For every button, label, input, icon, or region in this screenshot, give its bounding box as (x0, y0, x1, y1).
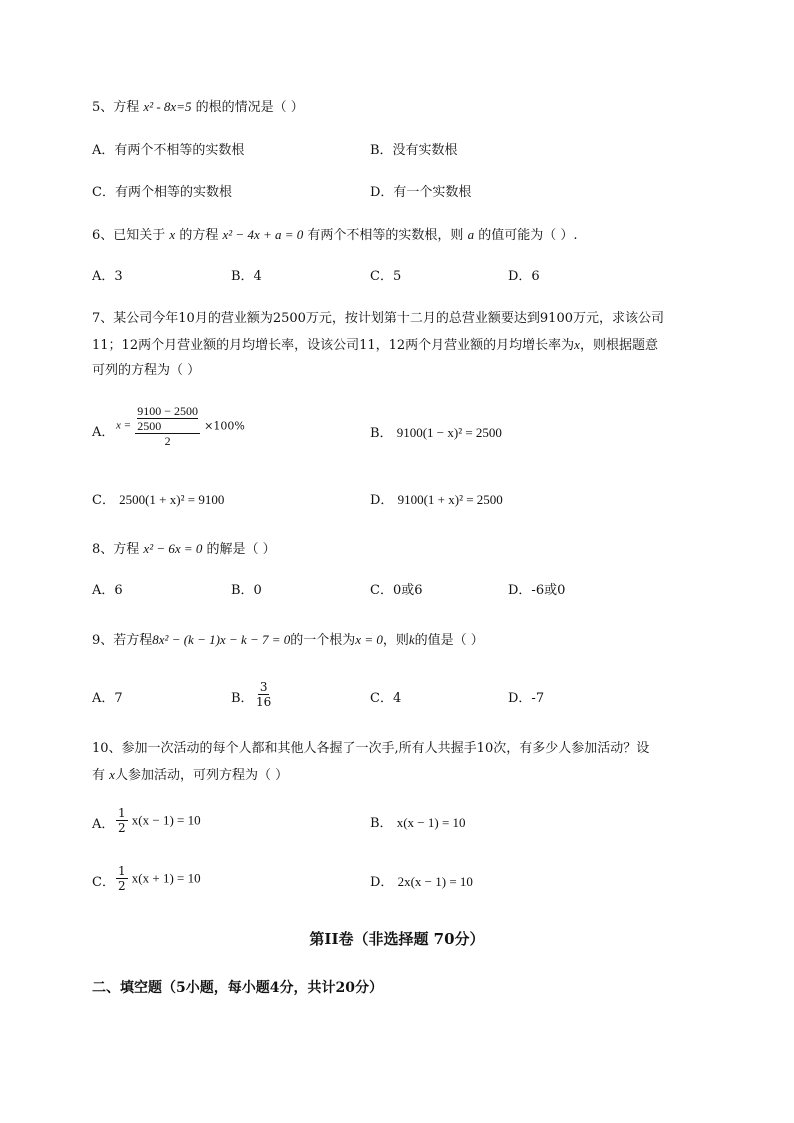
part2-section-heading: 二、填空题（5小题，每小题4分，共计20分） (92, 980, 383, 996)
q7-line2 (92, 336, 658, 355)
q5-option-b: B．没有实数根 (370, 143, 458, 158)
q10-option-a-tail: x(x − 1) = 10 (131, 812, 201, 828)
q7-option-a-tail: ×100% (204, 419, 245, 433)
q7-option-a-numerator (135, 404, 200, 434)
q9-root: x = 0 (355, 632, 383, 647)
q6-option-d: D．6 (508, 269, 540, 284)
q8-stem-suffix: 的解是（ ） (206, 542, 276, 557)
q6-stem-suffix: 的值可能为（ ）. (478, 228, 578, 243)
q8-stem-prefix: 8、方程 (92, 542, 140, 557)
q10-line2 (92, 766, 288, 785)
q9-option-a: A．7 (92, 691, 123, 706)
q6-var-x: x (169, 227, 176, 242)
q6-stem-mid2: 有两个不相等的实数根，则 (307, 228, 464, 243)
q10-option-a-label: A． (92, 817, 115, 832)
q9-option-b-num: 3 (259, 680, 268, 694)
q10-option-c-label: C． (92, 875, 115, 890)
q5-stem-prefix: 5、方程 (92, 100, 140, 115)
q5-option-d: D．有一个实数根 (370, 185, 472, 200)
q10-line2-prefix: 有 (92, 768, 106, 783)
q10-option-d-formula: 2x(x − 1) = 10 (397, 874, 473, 889)
q8-option-a: A．6 (92, 583, 123, 598)
q10-option-c-formula (116, 864, 201, 893)
q7-option-a-lhs: x = (116, 419, 132, 432)
q10-option-d (370, 873, 473, 892)
q9-var-k: k (408, 632, 415, 647)
q8-stem (92, 540, 276, 559)
q10-option-c-frac (116, 864, 128, 893)
q9-option-c: C．4 (370, 691, 402, 706)
q7-line1: 7、某公司今年10月的营业额为2500万元，按计划第十二月的总营业额要达到9100万元，求该公司 (92, 311, 664, 326)
q7-option-b (370, 424, 502, 443)
q10-var-x: x (109, 767, 115, 782)
q7-option-a-formula (116, 404, 245, 448)
q10-line1: 10、参加一次活动的每个人都和其他人各握了一次手,所有人共握手10次，有多少人参加活动？设 (92, 741, 650, 756)
q6-stem-mid1: 的方程 (179, 228, 219, 243)
q7-option-b-formula: 9100(1 − x)² = 2500 (396, 425, 502, 440)
q9-option-b-label: B． (231, 691, 254, 706)
q6-stem (92, 226, 577, 245)
q6-stem-prefix: 6、已知关于 (92, 228, 166, 243)
q10-option-c-den: 2 (118, 879, 126, 893)
q10-option-d-label: D． (370, 875, 394, 890)
q6-option-b: B．4 (231, 269, 262, 284)
q10-option-b-label: B． (370, 816, 393, 831)
q10-option-b (370, 814, 466, 833)
q10-option-c-tail: x(x + 1) = 10 (131, 870, 201, 886)
q10-line2-suffix: 人参加活动，可列方程为（ ） (114, 768, 289, 783)
q10-option-c-num: 1 (118, 864, 126, 878)
q10-option-a-frac (116, 806, 128, 835)
q5-option-a: A．有两个不相等的实数根 (92, 143, 245, 158)
q5-equation: x² - 8x=5 (143, 99, 192, 114)
q5-stem (92, 98, 304, 117)
q9-stem-mid2: ，则 (382, 633, 409, 648)
q10-option-a-formula (116, 806, 201, 835)
q9-option-b-den: 16 (256, 695, 272, 709)
q8-option-c: C．0或6 (370, 583, 423, 598)
q9-stem-prefix: 9、若方程 (92, 633, 153, 648)
q7-option-c-label: C． (92, 493, 115, 508)
part2-title: 第II卷（非选择题 70分） (309, 930, 485, 948)
q7-option-d (370, 491, 503, 510)
q9-stem (92, 631, 484, 650)
q7-var-x: x (574, 337, 580, 352)
q6-option-a: A．3 (92, 269, 123, 284)
q9-equation: 8x² − (k − 1)x − k − 7 = 0 (152, 632, 291, 647)
q7-option-d-formula: 9100(1 + x)² = 2500 (397, 492, 503, 507)
q8-option-b: B．0 (231, 583, 262, 598)
q9-option-d: D．-7 (508, 691, 545, 706)
q7-option-d-label: D． (370, 493, 394, 508)
q10-option-a-num: 1 (118, 806, 126, 820)
q6-var-a: a (467, 227, 475, 242)
q10-option-b-formula: x(x − 1) = 10 (396, 815, 466, 830)
q5-stem-suffix: 的根的情况是（ ） (195, 100, 304, 115)
q6-option-c: C．5 (370, 269, 402, 284)
q7-option-a-fraction (135, 404, 200, 448)
q8-equation: x² − 6x = 0 (143, 541, 203, 556)
q7-option-a-inner-den: 2500 (137, 418, 198, 433)
q7-line2-prefix: 11；12两个月营业额的月均增长率，设该公司11，12两个月营业额的月均增长率为 (92, 338, 575, 353)
q9-stem-mid: 的一个根为 (290, 633, 356, 648)
q7-option-c-formula: 2500(1 + x)² = 9100 (119, 492, 225, 507)
q7-option-a-top: 9100 − 2500 (137, 404, 198, 418)
q5-option-c: C．有两个相等的实数根 (92, 185, 232, 200)
q9-stem-suffix: 的值是（ ） (414, 633, 484, 648)
q10-option-a-den: 2 (118, 821, 126, 835)
q7-line2-suffix: ，则根据题意 (579, 338, 658, 353)
q7-option-c (92, 491, 224, 510)
q7-option-b-label: B． (370, 426, 393, 441)
q9-option-b-fraction (254, 680, 273, 709)
q6-equation: x² − 4x + a = 0 (222, 227, 304, 242)
q8-option-d: D．-6或0 (508, 583, 566, 598)
q7-option-a-den: 2 (164, 434, 171, 448)
q7-line3: 可列的方程为（ ） (92, 363, 201, 378)
q7-option-a-label: A． (92, 425, 115, 440)
q9-option-b-frac (254, 680, 273, 709)
